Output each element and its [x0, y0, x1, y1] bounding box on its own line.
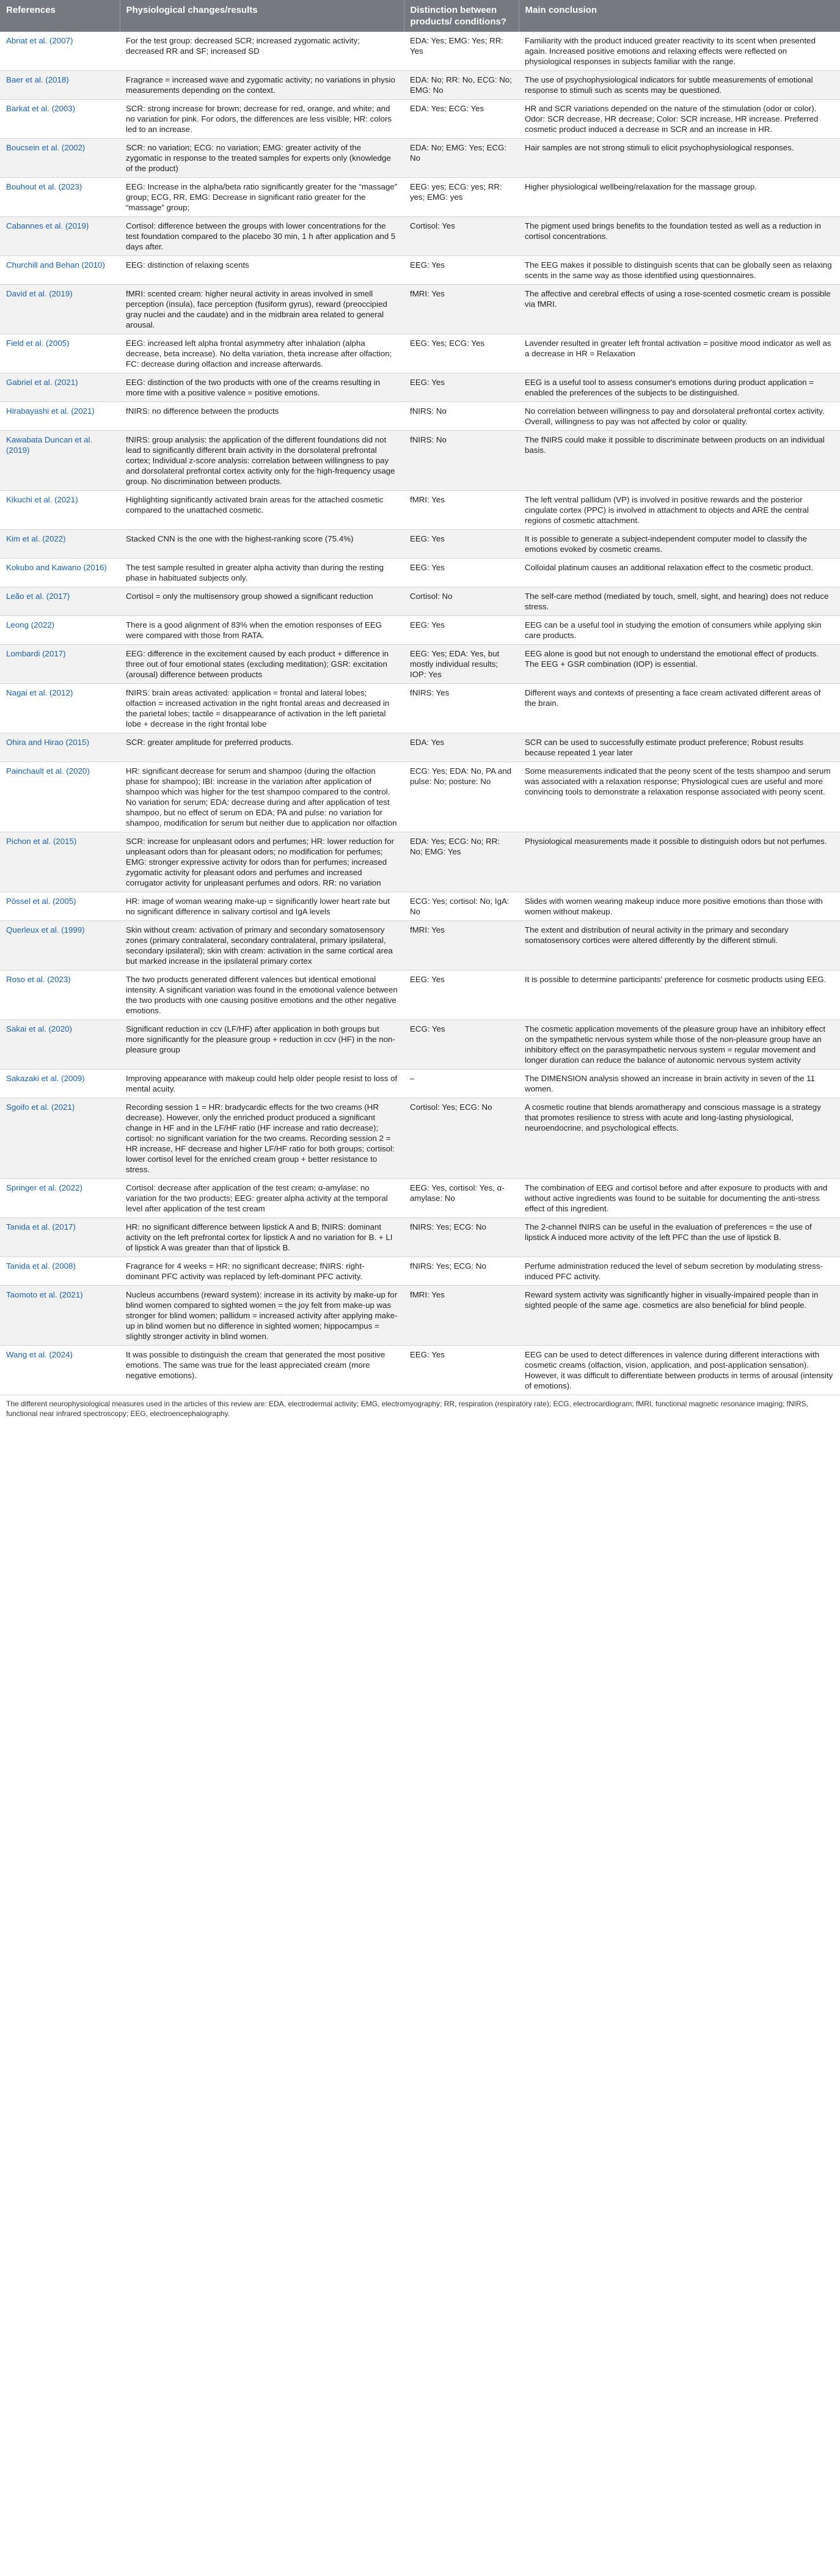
main-conclusion-cell: Lavender resulted in greater left frontal activation = positive mood indicator as well as a decrease in HR = Relaxation	[519, 334, 840, 373]
header-main-conclusion: Main conclusion	[519, 0, 840, 32]
physiological-changes-cell: fNIRS: no difference between the products	[120, 402, 404, 431]
physiological-changes-cell: fNIRS: group analysis: the application of the different foundations did not lead to significantly different brain activity in the dorsolateral prefrontal cortex; Individual z-score analysis: correlation between willingness to pay and dorsolateral prefrontal cortex activity only for the high-frequency usage group. No discrimination between products.	[120, 431, 404, 491]
physiological-changes-cell: Cortisol: decrease after application of the test cream; α-amylase: no variation for the two products; EEG: greater alpha activity at the temporal level after application of the test cream	[120, 1179, 404, 1218]
distinction-cell: fNIRS: Yes	[404, 684, 519, 733]
reference-cell[interactable]: Sakai et al. (2020)	[0, 1020, 120, 1070]
distinction-cell: EEG: Yes	[404, 559, 519, 587]
physiological-changes-cell: The test sample resulted in greater alpha activity than during the resting phase in habituated subjects only.	[120, 559, 404, 587]
physiological-changes-cell: EEG: difference in the excitement caused by each product + difference in three out of four emotional states (excluding meditation); GSR: excitation (arousal) difference between products	[120, 645, 404, 684]
distinction-cell: EEG: Yes	[404, 373, 519, 402]
table-row	[0, 530, 840, 559]
reference-cell[interactable]: Kikuchi et al. (2021)	[0, 491, 120, 530]
distinction-cell: Cortisol: No	[404, 587, 519, 616]
table-row	[0, 431, 840, 491]
table-footnote: The different neurophysiological measures used in the articles of this review are: EDA, electrodermal activity; EMG, electromyography; RR, respiration (respiratory rate); ECG, electrocardiogram; fMRI, functional magnetic resonance imaging; fNIRS, functional near infrared spectroscopy; EEG, electroencephalography.	[6, 1400, 808, 1418]
distinction-cell: EEG: Yes	[404, 616, 519, 645]
physiological-changes-cell: Highlighting significantly activated brain areas for the attached cosmetic compared to the unattached cosmetic.	[120, 491, 404, 530]
table-row	[0, 402, 840, 431]
physiological-changes-cell: Nucleus accumbens (reward system): increase in its activity by make-up for blind women compared to sighted women = the joy felt from make-up was stronger for blind women; pallidum = increased activity after applying make-up in blind women but no difference in sighted women; hippocampus = slightly stronger activity in blind women.	[120, 1286, 404, 1346]
reference-cell[interactable]: Kawabata Duncan et al. (2019)	[0, 431, 120, 491]
table-row	[0, 32, 840, 71]
reference-cell[interactable]: Boucsein et al. (2002)	[0, 139, 120, 178]
physiological-changes-cell: Improving appearance with makeup could help older people resist to loss of mental acuity.	[120, 1070, 404, 1098]
physiological-changes-cell: EEG: distinction of relaxing scents	[120, 256, 404, 285]
table-row	[0, 1218, 840, 1257]
main-conclusion-cell: The cosmetic application movements of the pleasure group have an inhibitory effect on the sympathetic nervous system while those of the non-pleasure group have an inhibitory effect on the parasympathetic nervous system = regular movement and longer duration can reduce the balance of autonomic nervous system activity	[519, 1020, 840, 1070]
reference-cell[interactable]: Painchault et al. (2020)	[0, 762, 120, 832]
physiological-changes-cell: HR: significant decrease for serum and shampoo (during the olfaction phase for shampoo); IBI: increase in the variation after application of shampoo which was higher for the test shampoo compared to the control. No variation for serum; EDA: decrease during and after application of test shampoo, but no effect of serum on EDA; PA and pulse: no variation for shampoo, modification for serum but neither due to application nor olfaction	[120, 762, 404, 832]
physiological-changes-cell: fNIRS: brain areas activated: application = frontal and lateral lobes; olfaction = increased activation in the right frontal areas and decreased in the parietal lobes; tactile = disappearance of activation in the left parietal lobe + decrease in the right frontal lobe	[120, 684, 404, 733]
physiological-changes-cell: It was possible to distinguish the cream that generated the most positive emotions. The same was true for the least appreciated cream (more negative emotions).	[120, 1346, 404, 1395]
reference-cell[interactable]: Hirabayashi et al. (2021)	[0, 402, 120, 431]
reference-cell[interactable]: Churchill and Behan (2010)	[0, 256, 120, 285]
reference-cell[interactable]: Pössel et al. (2005)	[0, 892, 120, 921]
reference-cell[interactable]: Gabriel et al. (2021)	[0, 373, 120, 402]
main-conclusion-cell: EEG can be used to detect differences in valence during different interactions with cosmetic creams (olfaction, vision, application, and post-application sensation). However, it was difficult to differentiate between products in terms of arousal (intensity of emotions).	[519, 1346, 840, 1395]
table-row	[0, 559, 840, 587]
table-row	[0, 285, 840, 334]
main-conclusion-cell: The DIMENSION analysis showed an increase in brain activity in seven of the 11 women.	[519, 1070, 840, 1098]
main-conclusion-cell: No correlation between willingness to pay and dorsolateral prefrontal cortex activity. Overall, willingness to pay was not affected by color or quality.	[519, 402, 840, 431]
physiological-changes-cell: SCR: increase for unpleasant odors and perfumes; HR: lower reduction for unpleasant odors than for pleasant odors; no modification for perfumes; EMG: stronger expressive activity for odors than for perfumes; increased zygomatic activity for pleasant odors and perfumes and increased corrugator activity for unpleasant perfumes and odors. RR: no variation	[120, 832, 404, 892]
main-conclusion-cell: The left ventral pallidum (VP) is involved in positive rewards and the posterior cingulate cortex (PPC) is involved in attachment to objects and ARE the central regions of cosmetic attachment.	[519, 491, 840, 530]
table-row	[0, 892, 840, 921]
physiological-changes-cell: Recording session 1 = HR: bradycardic effects for the two creams (HR decrease). However, only the enriched product produced a significant change in HF and in the LF/HF ratio (HF increase and ratio decrease); cortisol: no significant variation for the two creams. Recording session 2 = HR increase, HF decrease and higher LF/HF ratio for both groups; cortisol: lower cortisol level for the enriched cream group + better resistance to stress.	[120, 1098, 404, 1179]
physiological-changes-cell: Skin without cream: activation of primary and secondary somatosensory zones (primary contralateral, secondary contralateral, primary ipsilateral, secondary ipsilateral); skin with cream: activation in the same cortical area but marked increase in the ipsilateral primary cortex	[120, 921, 404, 971]
main-conclusion-cell: HR and SCR variations depended on the nature of the stimulation (odor or color). Odor: SCR decrease, HR decrease; Color: SCR increase, HR increase. Preferred cosmetic product induced a decrease in SCR and an increase in HR.	[519, 100, 840, 139]
physiological-changes-cell: SCR: strong increase for brown; decrease for red, orange, and white; and no variation for pink. For odors, the differences are less visible; HR: colors led to an increase.	[120, 100, 404, 139]
main-conclusion-cell: The extent and distribution of neural activity in the primary and secondary somatosensory cortices were altered differently by the different stimuli.	[519, 921, 840, 971]
table-row	[0, 921, 840, 971]
main-conclusion-cell: EEG alone is good but not enough to understand the emotional effect of products. The EEG + GSR combination (IOP) is essential.	[519, 645, 840, 684]
table-row	[0, 256, 840, 285]
table-row	[0, 587, 840, 616]
main-conclusion-cell: It is possible to generate a subject-independent computer model to classify the emotions evoked by cosmetic creams.	[519, 530, 840, 559]
reference-cell[interactable]: Kokubo and Kawano (2016)	[0, 559, 120, 587]
table-row	[0, 491, 840, 530]
physiological-changes-cell: Significant reduction in ccv (LF/HF) after application in both groups but more significantly for the pleasure group + reduction in ccv (HF) in the non-pleasure group	[120, 1020, 404, 1070]
distinction-cell: Cortisol: Yes	[404, 217, 519, 256]
reference-cell[interactable]: Ohira and Hirao (2015)	[0, 733, 120, 762]
main-conclusion-cell: Different ways and contexts of presenting a face cream activated different areas of the brain.	[519, 684, 840, 733]
main-conclusion-cell: Slides with women wearing makeup induce more positive emotions than those with women without makeup.	[519, 892, 840, 921]
table-row	[0, 832, 840, 892]
header-references: References	[0, 0, 120, 32]
distinction-cell: EDA: Yes; EMG: Yes; RR: Yes	[404, 32, 519, 71]
table-row	[0, 1070, 840, 1098]
reference-cell[interactable]: Lombardi (2017)	[0, 645, 120, 684]
main-conclusion-cell: SCR can be used to successfully estimate product preference; Robust results because repeated 1 year later	[519, 733, 840, 762]
reference-cell[interactable]: Sakazaki et al. (2009)	[0, 1070, 120, 1098]
physiological-changes-cell: There is a good alignment of 83% when the emotion responses of EEG were compared with those from RATA.	[120, 616, 404, 645]
physiological-changes-cell: Stacked CNN is the one with the highest-ranking score (75.4%)	[120, 530, 404, 559]
table-row	[0, 1257, 840, 1286]
main-conclusion-cell: Reward system activity was significantly higher in visually-impaired people than in sighted people of the same age. cosmetics are also beneficial for blind people.	[519, 1286, 840, 1346]
table-row	[0, 217, 840, 256]
reference-cell[interactable]: Sgoifo et al. (2021)	[0, 1098, 120, 1179]
table-row	[0, 1020, 840, 1070]
reference-cell[interactable]: Springer et al. (2022)	[0, 1179, 120, 1218]
distinction-cell: EEG: Yes; EDA: Yes, but mostly individual results; IOP: Yes	[404, 645, 519, 684]
distinction-cell: fNIRS: No	[404, 402, 519, 431]
distinction-cell: fMRI: Yes	[404, 285, 519, 334]
physiological-changes-cell: For the test group: decreased SCR; increased zygomatic activity; decreased RR and SF; increased SD	[120, 32, 404, 71]
distinction-cell: EEG: Yes, cortisol: Yes, α-amylase: No	[404, 1179, 519, 1218]
table-row	[0, 645, 840, 684]
distinction-cell: EEG: Yes	[404, 971, 519, 1020]
table-body	[0, 32, 840, 1395]
table-row	[0, 334, 840, 373]
main-conclusion-cell: Higher physiological wellbeing/relaxation for the massage group.	[519, 178, 840, 217]
table-row	[0, 733, 840, 762]
reference-cell[interactable]: Roso et al. (2023)	[0, 971, 120, 1020]
main-conclusion-cell: Physiological measurements made it possible to distinguish odors but not perfumes.	[519, 832, 840, 892]
table-row	[0, 373, 840, 402]
distinction-cell: –	[404, 1070, 519, 1098]
reference-cell[interactable]: Kim et al. (2022)	[0, 530, 120, 559]
table-header	[0, 0, 840, 32]
reference-cell[interactable]: Wang et al. (2024)	[0, 1346, 120, 1395]
main-conclusion-cell: Colloidal platinum causes an additional relaxation effect to the cosmetic product.	[519, 559, 840, 587]
physiological-changes-cell: EEG: increased left alpha frontal asymmetry after inhalation (alpha decrease, beta increase). No delta variation, theta increase after olfaction; FC: decrease during olfaction and increase afterwards.	[120, 334, 404, 373]
reference-cell[interactable]: Abriat et al. (2007)	[0, 32, 120, 71]
main-conclusion-cell: The self-care method (mediated by touch, smell, sight, and hearing) does not reduce stress.	[519, 587, 840, 616]
table-row	[0, 971, 840, 1020]
distinction-cell: ECG: Yes; cortisol: No; IgA: No	[404, 892, 519, 921]
distinction-cell: EEG: yes; ECG: yes; RR: yes; EMG: yes	[404, 178, 519, 217]
table-row	[0, 1179, 840, 1218]
physiological-changes-cell: SCR: greater amplitude for preferred products.	[120, 733, 404, 762]
table-row	[0, 616, 840, 645]
table-row	[0, 1098, 840, 1179]
reference-cell[interactable]: Field et al. (2005)	[0, 334, 120, 373]
distinction-cell: EDA: Yes; ECG: No; RR: No; EMG: Yes	[404, 832, 519, 892]
distinction-cell: fNIRS: No	[404, 431, 519, 491]
main-conclusion-cell: The fNIRS could make it possible to discriminate between products on an individual basis.	[519, 431, 840, 491]
reference-cell[interactable]: Bouhout et al. (2023)	[0, 178, 120, 217]
reference-cell[interactable]: Nagai et al. (2012)	[0, 684, 120, 733]
distinction-cell: EEG: Yes	[404, 1346, 519, 1395]
table-row	[0, 71, 840, 100]
physiological-changes-cell: EEG: distinction of the two products with one of the creams resulting in more time with a positive valence = positive emotions.	[120, 373, 404, 402]
reference-cell[interactable]: Tanida et al. (2017)	[0, 1218, 120, 1257]
table-row	[0, 178, 840, 217]
reference-cell[interactable]: Taomoto et al. (2021)	[0, 1286, 120, 1346]
reference-cell[interactable]: Barkat et al. (2003)	[0, 100, 120, 139]
reference-cell[interactable]: Leong (2022)	[0, 616, 120, 645]
distinction-cell: ECG: Yes	[404, 1020, 519, 1070]
reference-cell[interactable]: Pichon et al. (2015)	[0, 832, 120, 892]
reference-cell[interactable]: David et al. (2019)	[0, 285, 120, 334]
main-conclusion-cell: The combination of EEG and cortisol before and after exposure to products with and without active ingredients was found to be suitable for documenting the anti-stress effect of this ingredient.	[519, 1179, 840, 1218]
main-conclusion-cell: A cosmetic routine that blends aromatherapy and conscious massage is a strategy that promotes resilience to stress with acute and long-lasting physiological, neuroendocrine, and psychological effects.	[519, 1098, 840, 1179]
physiological-changes-cell: Fragrance for 4 weeks = HR: no significant decrease; fNIRS: right-dominant PFC activity was replaced by left-dominant PFC activity.	[120, 1257, 404, 1286]
main-conclusion-cell: The EEG makes it possible to distinguish scents that can be globally seen as relaxing scents in the same way as those identified using questionnaires.	[519, 256, 840, 285]
distinction-cell: EEG: Yes; ECG: Yes	[404, 334, 519, 373]
distinction-cell: EDA: No; EMG: Yes; ECG: No	[404, 139, 519, 178]
physiological-changes-cell: Cortisol: difference between the groups with lower concentrations for the test foundation compared to the placebo 30 min, 1 h after application and 5 days after.	[120, 217, 404, 256]
distinction-cell: fMRI: Yes	[404, 1286, 519, 1346]
distinction-cell: fNIRS: Yes; ECG: No	[404, 1218, 519, 1257]
physiological-changes-cell: fMRI: scented cream: higher neural activity in areas involved in smell perception (insula), face perception (fusiform gyrus), reward (preoccipied gray nuclei and the caudate) and in the midbrain area related to general arousal.	[120, 285, 404, 334]
distinction-cell: Cortisol: Yes; ECG: No	[404, 1098, 519, 1179]
reference-cell[interactable]: Querleux et al. (1999)	[0, 921, 120, 971]
distinction-cell: EEG: Yes	[404, 256, 519, 285]
reference-cell[interactable]: Leão et al. (2017)	[0, 587, 120, 616]
main-conclusion-cell: Perfume administration reduced the level of sebum secretion by modulating stress-induced PFC activity.	[519, 1257, 840, 1286]
main-conclusion-cell: Familiarity with the product induced greater reactivity to its scent when presented again. Increased positive emotions and relaxing effects were reflected on physiological responses in subjects familiar with the range.	[519, 32, 840, 71]
distinction-cell: EDA: Yes	[404, 733, 519, 762]
main-conclusion-cell: EEG is a useful tool to assess consumer's emotions during product application = enabled the preferences of the subjects to be distinguished.	[519, 373, 840, 402]
table-row	[0, 762, 840, 832]
main-conclusion-cell: It is possible to determine participants' preference for cosmetic products using EEG.	[519, 971, 840, 1020]
physiological-changes-cell: The two products generated different valences but identical emotional intensity. A significant variation was found in the emotional valence between the two products with one causing positive emotions and the other negative emotions.	[120, 971, 404, 1020]
table-row	[0, 100, 840, 139]
physiological-changes-cell: Cortisol = only the multisensory group showed a significant reduction	[120, 587, 404, 616]
table-row	[0, 1346, 840, 1395]
physiological-changes-cell: Fragrance = increased wave and zygomatic activity; no variations in physio measurements depending on the context.	[120, 71, 404, 100]
distinction-cell: fNIRS: Yes; ECG: No	[404, 1257, 519, 1286]
reference-cell[interactable]: Baer et al. (2018)	[0, 71, 120, 100]
distinction-cell: EEG: Yes	[404, 530, 519, 559]
main-conclusion-cell: Some measurements indicated that the peony scent of the tests shampoo and serum was associated with a relaxation response; Physiological cues are useful and more convincing tools to demonstrate a relaxation response associated with peony scent.	[519, 762, 840, 832]
main-conclusion-cell: The 2-channel fNIRS can be useful in the evaluation of preferences = the use of lipstick A induced more activity of the left PFC than the use of lipstick B.	[519, 1218, 840, 1257]
header-distinction: Distinction between products/ conditions?	[404, 0, 519, 32]
header-physiological-changes: Physiological changes/results	[120, 0, 404, 32]
table-row	[0, 684, 840, 733]
main-conclusion-cell: Hair samples are not strong stimuli to elicit psychophysiological responses.	[519, 139, 840, 178]
distinction-cell: fMRI: Yes	[404, 491, 519, 530]
reference-cell[interactable]: Cabannes et al. (2019)	[0, 217, 120, 256]
header-row	[0, 0, 840, 32]
physiological-changes-cell: HR: no significant difference between lipstick A and B; fNIRS: dominant activity on the left prefrontal cortex for lipstick A and no variation for B. + LI of lipstick A was greater than that of lipstick B.	[120, 1218, 404, 1257]
distinction-cell: EDA: No; RR: No, ECG: No; EMG: No	[404, 71, 519, 100]
reference-cell[interactable]: Tanida et al. (2008)	[0, 1257, 120, 1286]
distinction-cell: ECG: Yes; EDA: No, PA and pulse: No; posture: No	[404, 762, 519, 832]
physiological-changes-cell: SCR: no variation; ECG: no variation; EMG: greater activity of the zygomatic in response to the treated samples for experts only (knowledge of the product)	[120, 139, 404, 178]
main-conclusion-cell: The use of psychophysiological indicators for subtle measurements of emotional response to stimuli such as scents may be questioned.	[519, 71, 840, 100]
table-row	[0, 1286, 840, 1346]
main-conclusion-cell: EEG can be a useful tool in studying the emotion of consumers while applying skin care products.	[519, 616, 840, 645]
main-conclusion-cell: The affective and cerebral effects of using a rose-scented cosmetic cream is possible via fMRI.	[519, 285, 840, 334]
physiological-changes-cell: HR: image of woman wearing make-up = significantly lower heart rate but no significant difference in salivary cortisol and IgA levels	[120, 892, 404, 921]
physiological-changes-cell: EEG: Increase in the alpha/beta ratio significantly greater for the “massage” group; ECG, RR, EMG: Decrease in significant ratio greater for the “massage” group;	[120, 178, 404, 217]
main-conclusion-cell: The pigment used brings benefits to the foundation tested as well as a reduction in cortisol concentrations.	[519, 217, 840, 256]
distinction-cell: EDA: Yes; ECG: Yes	[404, 100, 519, 139]
table-row	[0, 139, 840, 178]
distinction-cell: fMRI: Yes	[404, 921, 519, 971]
